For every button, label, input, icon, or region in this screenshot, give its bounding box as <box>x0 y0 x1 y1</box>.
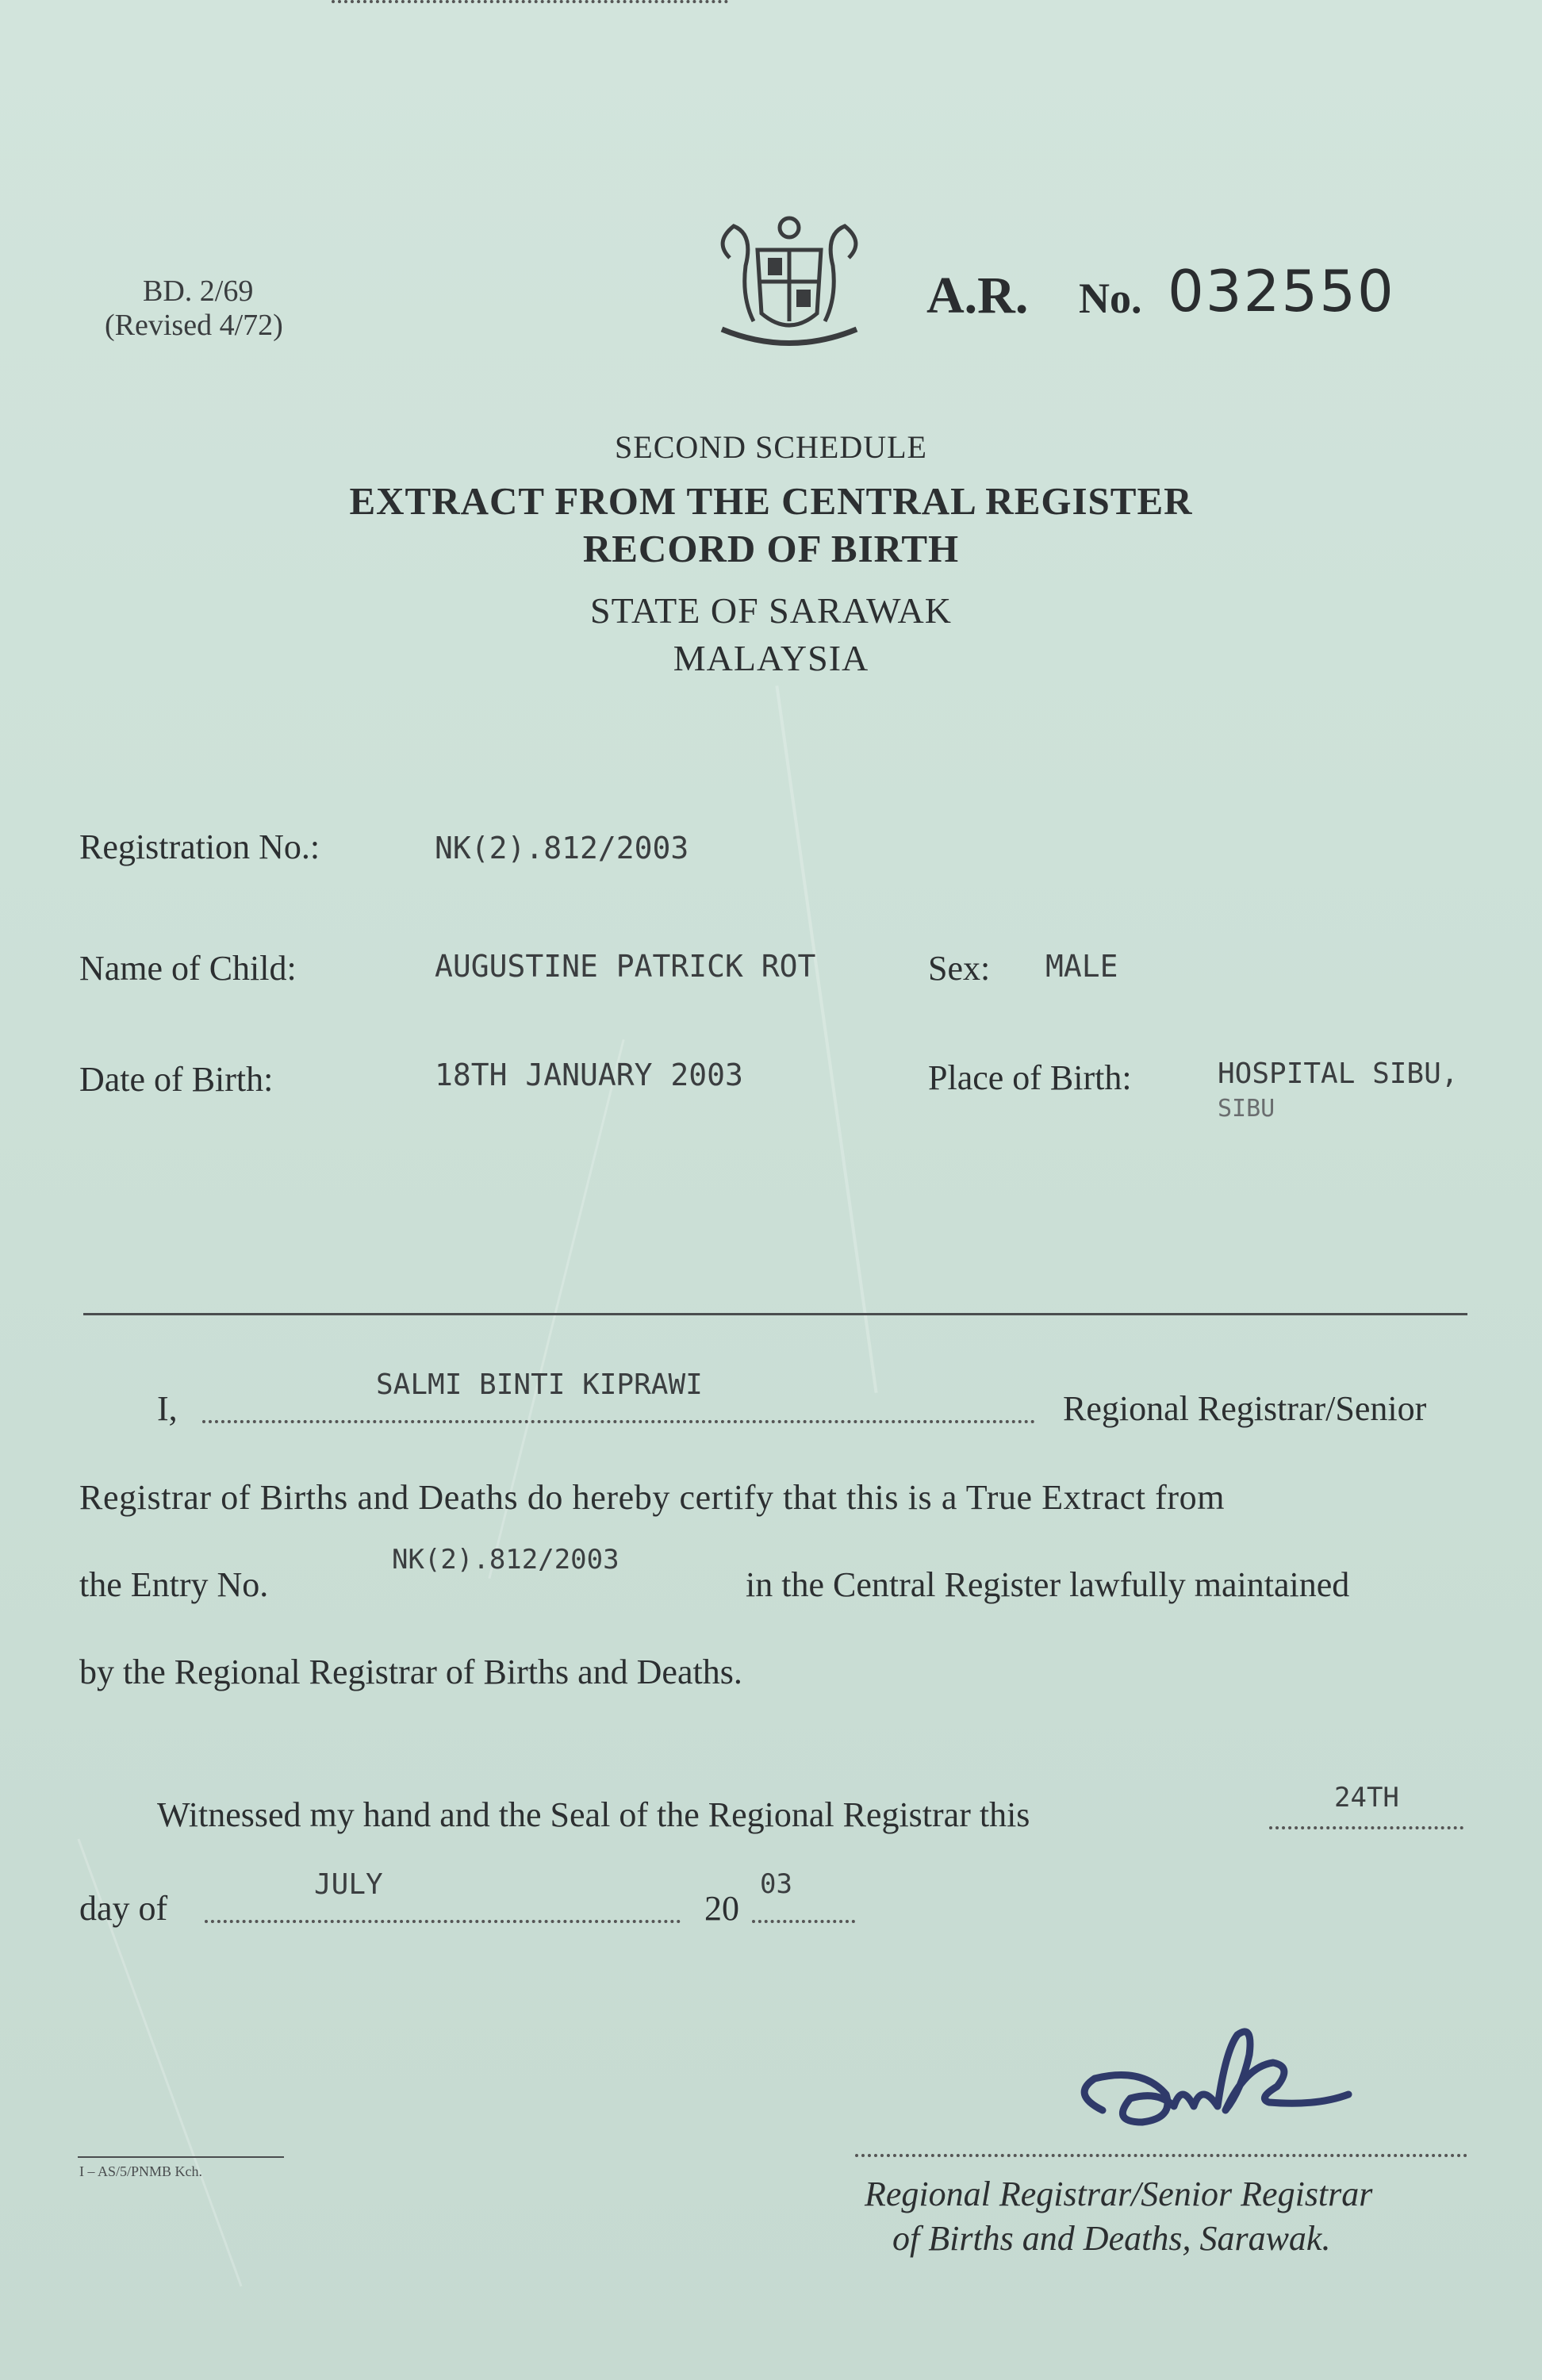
document-title: EXTRACT FROM THE CENTRAL REGISTER <box>349 479 1193 523</box>
schedule-title: SECOND SCHEDULE <box>615 429 927 465</box>
pob-value-line2: SIBU <box>1218 1095 1275 1123</box>
year-line <box>752 1920 855 1923</box>
printer-rule <box>78 2156 284 2158</box>
registrar-name-line <box>202 1420 1035 1423</box>
ar-number: 032550 <box>1168 258 1395 324</box>
section-divider <box>83 1313 1467 1315</box>
day-of-label: day of <box>79 1889 168 1928</box>
pob-label: Place of Birth: <box>928 1058 1132 1097</box>
cert-statement: Registrar of Births and Deaths do hereby certify that this is a True Extract from <box>79 1478 1226 1517</box>
sex-label: Sex: <box>928 949 991 988</box>
signatory-title: Regional Registrar/Senior Registrar <box>865 2175 1373 2213</box>
sex-value: MALE <box>1045 949 1118 984</box>
dob-value: 18TH JANUARY 2003 <box>435 1058 743 1092</box>
child-name-label: Name of Child: <box>79 949 297 988</box>
country-title: MALAYSIA <box>673 638 869 678</box>
paper-crease <box>775 685 877 1393</box>
year-prefix: 20 <box>704 1889 739 1928</box>
registration-label: Registration No.: <box>79 827 320 866</box>
month-line <box>205 1920 681 1923</box>
registrar-name: SALMI BINTI KIPRAWI <box>376 1368 703 1401</box>
signature <box>1055 2019 1372 2162</box>
ar-label: A.R. <box>926 267 1029 324</box>
entry-prefix: the Entry No. <box>79 1565 269 1604</box>
cert-closing: by the Regional Registrar of Births and Deaths. <box>79 1653 742 1691</box>
signatory-office: of Births and Deaths, Sarawak. <box>892 2219 1331 2258</box>
signature-line <box>855 2154 1467 2157</box>
no-label: No. <box>1079 274 1142 322</box>
form-code: BD. 2/69 <box>143 274 254 308</box>
month-value: JULY <box>314 1868 383 1901</box>
printer-code: I – AS/5/PNMB Kch. <box>79 2163 203 2179</box>
witness-text: Witnessed my hand and the Seal of the Regional Registrar this <box>157 1795 1030 1834</box>
entry-number: NK(2).812/2003 <box>392 1544 619 1576</box>
pob-value-line1: HOSPITAL SIBU, <box>1218 1058 1459 1090</box>
entry-number-line <box>332 0 728 3</box>
state-title: STATE OF SARAWAK <box>590 590 952 631</box>
coat-of-arms-emblem <box>698 210 880 353</box>
dob-label: Date of Birth: <box>79 1060 274 1099</box>
entry-suffix: in the Central Register lawfully maintained <box>746 1565 1350 1604</box>
registration-value: NK(2).812/2003 <box>435 831 689 866</box>
witness-day-line <box>1269 1826 1463 1829</box>
document-subtitle: RECORD OF BIRTH <box>582 527 960 570</box>
cert-i-label: I, <box>157 1389 178 1428</box>
registrar-role: Regional Registrar/Senior <box>1063 1389 1427 1428</box>
form-revision: (Revised 4/72) <box>105 309 283 342</box>
child-name-value: AUGUSTINE PATRICK ROT <box>435 949 816 984</box>
year-suffix: 03 <box>760 1868 792 1900</box>
witness-day: 24TH <box>1334 1782 1399 1814</box>
